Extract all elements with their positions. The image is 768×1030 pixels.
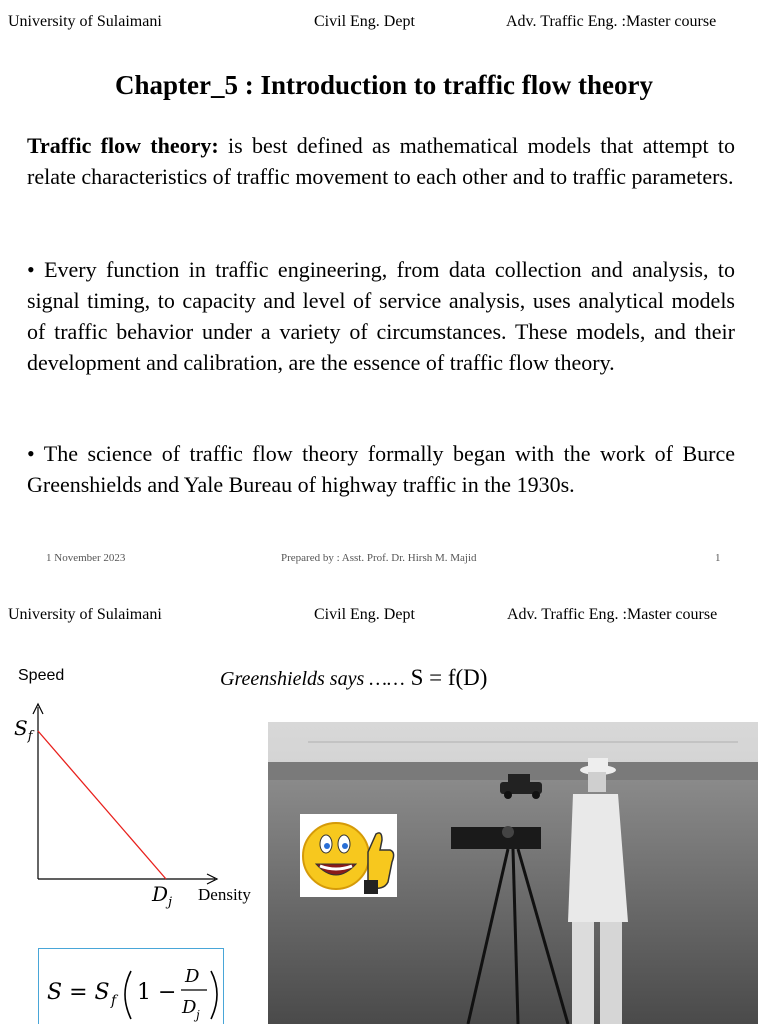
- jam-density-label: $D_j$: [152, 882, 173, 910]
- header-dept: Civil Eng. Dept: [314, 13, 415, 30]
- speed-density-line: [38, 731, 166, 879]
- header-course: Adv. Traffic Eng. :Master course: [506, 13, 717, 30]
- bullet-paragraph-1: [27, 254, 735, 378]
- formula-numerator: D: [185, 966, 200, 987]
- bullet-paragraph-2: [27, 438, 735, 500]
- greenshields-formula-box: [38, 948, 224, 1024]
- header-university: University of Sulaimani: [8, 13, 162, 30]
- footer-page-number: 1: [715, 552, 721, 564]
- greenshields-photo: [268, 722, 758, 1024]
- bullet-icon: •: [27, 257, 35, 282]
- footer-author: Prepared by : Asst. Prof. Dr. Hirsh M. Majid: [281, 552, 477, 564]
- formula-lhs-sub: f: [111, 993, 117, 1009]
- free-flow-speed-label: $S_f$: [14, 716, 33, 744]
- greenshields-says-text: Greenshields says ……: [220, 668, 405, 690]
- smiley-thumbs-up-icon: [300, 814, 397, 897]
- historic-photo-image: [268, 722, 758, 1024]
- left-paren-icon: [125, 971, 131, 1019]
- graph-y-axis-label: Speed: [18, 667, 65, 684]
- formula-lhs: S = S: [47, 980, 110, 1005]
- bullet-1-text: Every function in traffic engineering, from data collection and analysis, to signal timing, to capacity and level of service analysis, uses analytical models of traffic behavior under a variety of circumstances. These models, and their development and calibration, are the essence of traffic flow theory.: [27, 257, 735, 375]
- header-course: Adv. Traffic Eng. :Master course: [507, 606, 718, 623]
- header-university: University of Sulaimani: [8, 606, 162, 623]
- bullet-2-text: The science of traffic flow theory formally began with the work of Burce Greenshields and Yale Bureau of highway traffic in the 1930s.: [27, 441, 736, 497]
- graph-x-axis-label: Density: [198, 885, 251, 904]
- bullet-icon: •: [27, 441, 35, 466]
- speed-density-graph: [0, 695, 260, 915]
- definition-text: is best defined as mathematical models that attempt to relate characteristics of traffic movement to each other and to traffic parameters.: [27, 133, 735, 189]
- formula-denominator-sub: j: [196, 1008, 200, 1022]
- header-dept: Civil Eng. Dept: [314, 606, 415, 623]
- definition-paragraph: [27, 130, 735, 192]
- greenshields-statement: [220, 665, 487, 691]
- slide-title: Chapter_5 : Introduction to traffic flow theory: [115, 70, 653, 100]
- greenshields-equation: S = f(D): [404, 665, 488, 690]
- definition-term: Traffic flow theory:: [27, 133, 219, 158]
- footer-date: 1 November 2023: [46, 552, 126, 564]
- formula-one-minus: 1 −: [137, 980, 177, 1005]
- right-paren-icon: [211, 971, 217, 1019]
- formula-denominator: D: [182, 997, 197, 1018]
- greenshields-formula: [39, 949, 225, 1025]
